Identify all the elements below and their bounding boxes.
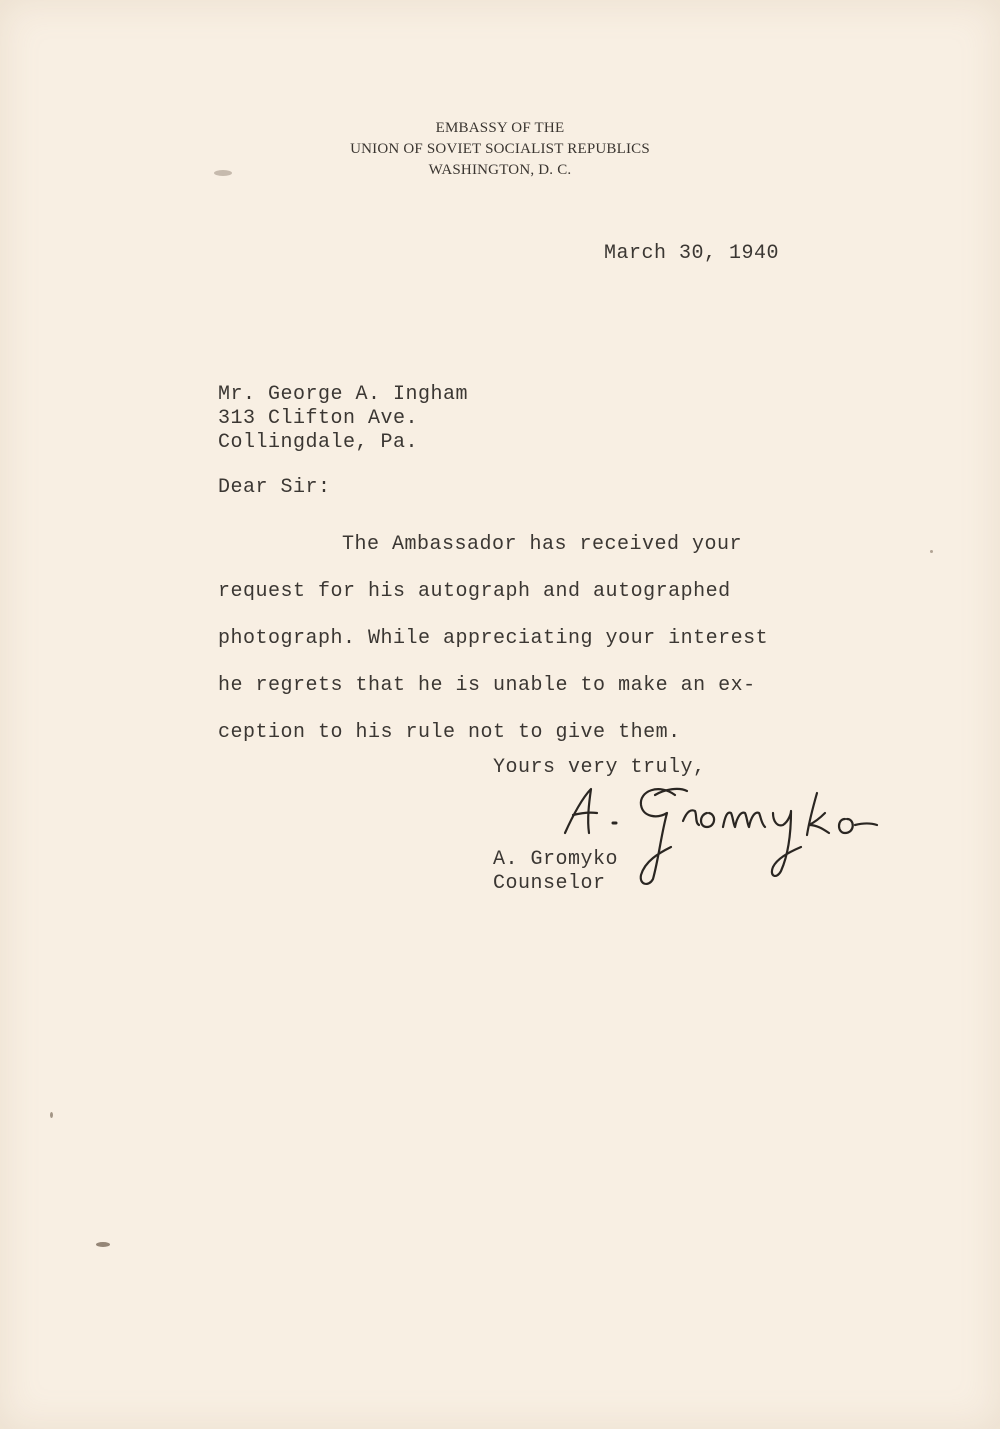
paper-speck xyxy=(50,1112,53,1118)
sender-title: Counselor xyxy=(493,872,606,895)
recipient-street: 313 Clifton Ave. xyxy=(218,407,419,430)
letterhead xyxy=(300,118,700,181)
paper-speck xyxy=(214,170,232,176)
salutation: Dear Sir: xyxy=(218,476,331,499)
letterhead-line-1: EMBASSY OF THE xyxy=(435,120,565,136)
body-line: request for his autograph and autographed xyxy=(218,580,731,603)
paper-speck xyxy=(96,1242,110,1247)
sender-name: A. Gromyko xyxy=(493,848,619,871)
closing: Yours very truly, xyxy=(493,756,706,779)
letter-body xyxy=(218,521,768,756)
letter-date: March 30, 1940 xyxy=(604,242,780,265)
body-line: he regrets that he is unable to make an ex- xyxy=(218,674,756,697)
body-line: ception to his rule not to give them. xyxy=(218,721,681,744)
sender-block xyxy=(493,848,618,896)
letterhead-line-3: WASHINGTON, D. C. xyxy=(428,162,572,178)
recipient-name: Mr. George A. Ingham xyxy=(218,383,469,406)
body-line: photograph. While appreciating your interest xyxy=(218,627,769,650)
recipient-city: Collingdale, Pa. xyxy=(218,431,419,454)
letterhead-line-2: UNION OF SOVIET SOCIALIST REPUBLICS xyxy=(350,141,650,157)
body-line: The Ambassador has received your xyxy=(342,533,743,556)
paper-speck xyxy=(930,550,933,553)
recipient-address xyxy=(218,383,468,455)
